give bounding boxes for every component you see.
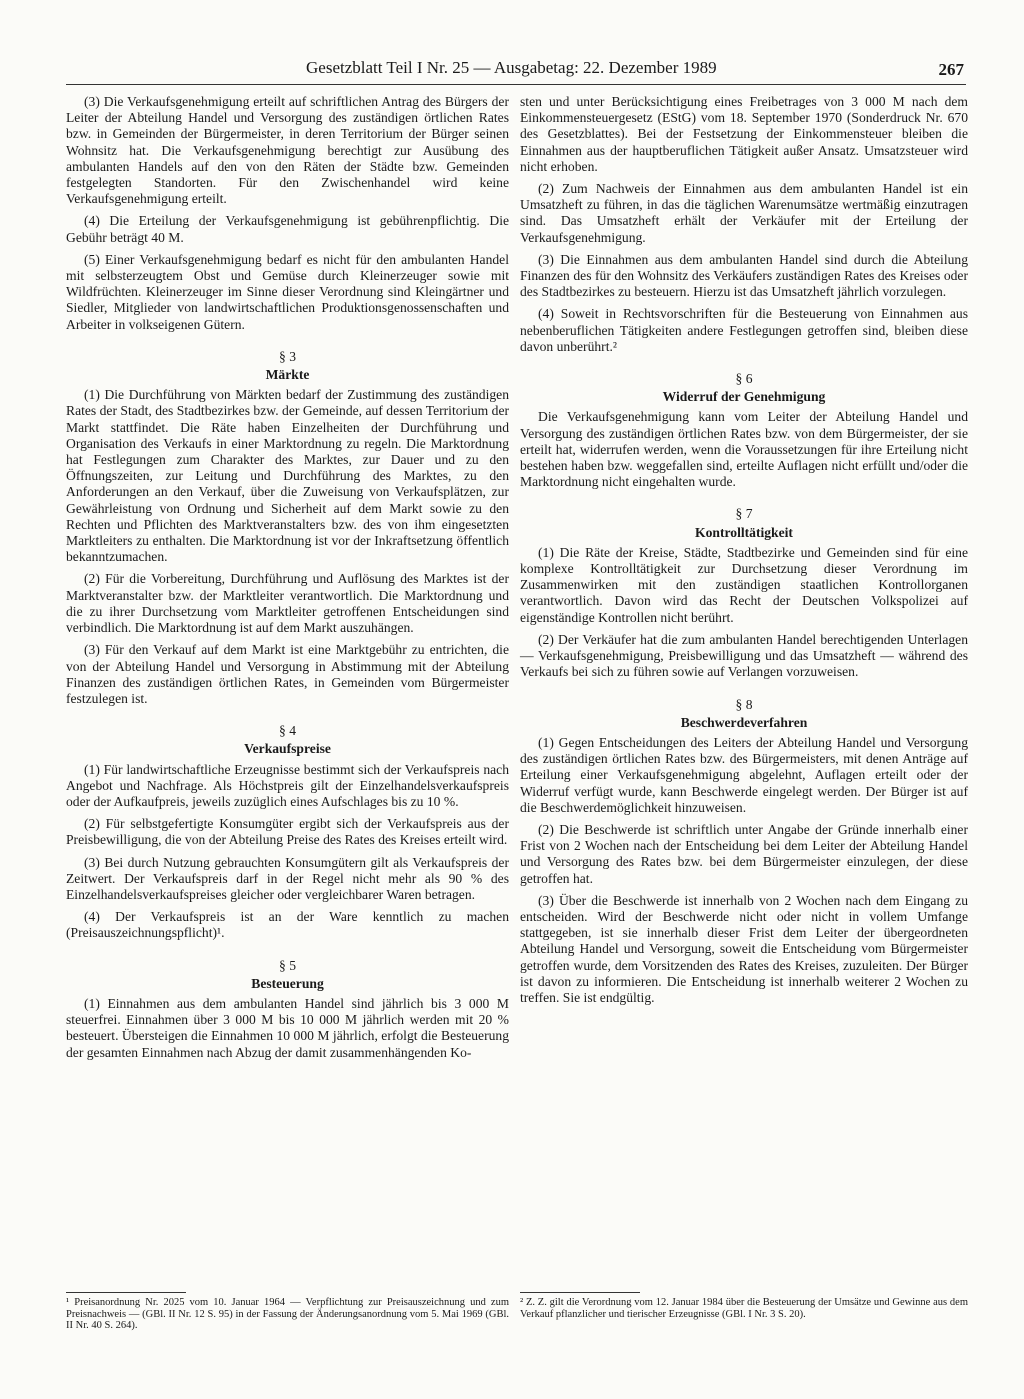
paragraph-s5-1-continued: sten und unter Berücksichtigung eines Freibetrages von 3 000 M nach dem Einkommensteuergesetz (EStG) vom 18. September 1970 (Sonderdruck Nr. 670 des Gesetzblattes). Bei der Festsetzung der Einkommensteuer bleiben die Einnahmen aus der hauptberuflichen Tätigkeit außer Ansatz. Umsatzsteuer wird nicht erhoben. — [520, 94, 968, 174]
header-title: Gesetzblatt Teil I Nr. 25 — Ausgabetag: 22. Dezember 1989 — [306, 58, 717, 77]
paragraph-s4-1: (1) Für landwirtschaftliche Erzeugnisse bestimmt sich der Verkaufspreis nach Angebot und Nachfrage. Als Höchstpreis gilt der Einzelhandelsverkaufspreis oder der Aufkaufpreis, jeweils zuzüglich eines Aufschlages bis zu 10 %. — [66, 761, 509, 809]
right-column — [520, 94, 968, 1012]
paragraph-s2-5: (5) Einer Verkaufsgenehmigung bedarf es nicht für den ambulanten Handel mit selbsterzeugtem Obst und Gemüse durch Kleinerzeuger sowie mit Wildfrüchten. Kleinerzeuger im Sinne dieser Verordnung sind Kleingärtner und Siedler, Mitglieder von landwirtschaftlichen Produktionsgenossenschaften und Arbeiter in volkseigenen Gütern. — [66, 251, 509, 332]
paragraph-s5-4: (4) Soweit in Rechtsvorschriften für die Besteuerung von Einnahmen aus nebenberuflichen Tätigkeiten andere Festlegungen getroffen sind, bleiben diese davon unberührt.² — [520, 306, 968, 354]
header-rule — [66, 84, 966, 85]
paragraph-s8-3: (3) Über die Beschwerde ist innerhalb von 2 Wochen nach dem Eingang zu entscheiden. Wird der Beschwerde nicht oder nicht in vollem Umfange stattgegeben, ist sie innerhalb dieser Frist dem Leiter der übergeordneten Abteilung Handel und Versorgung, soweit die Entscheidung vom Bürgermeister getroffen wurde, dem Vorsitzenden des Rates des Kreises, zuzuleiten. Der Bürger ist davon zu informieren. Die Entscheidung ist innerhalb weiterer 2 Wochen zu treffen. Sie ist endgültig. — [520, 892, 968, 1005]
footnote-1: ¹ Preisanordnung Nr. 2025 vom 10. Januar 1964 — Verpflichtung zur Preisauszeichnung und zum Preisnachweis — (GBl. II Nr. 12 S. 95) in der Fassung der Änderungsanordnung vom 5. Mai 1969 (GBl. II Nr. 40 S. 264). — [66, 1297, 509, 1331]
section-8-number: § 8 — [735, 696, 753, 712]
section-4-number: § 4 — [279, 723, 296, 739]
section-7-title: Kontrolltätigkeit — [695, 524, 793, 540]
section-6-number: § 6 — [735, 371, 753, 387]
left-column — [66, 94, 509, 1067]
paragraph-s4-4: (4) Der Verkaufspreis ist an der Ware kenntlich zu machen (Preisauszeichnungspflicht)¹. — [66, 909, 509, 941]
footnote-left — [66, 1292, 509, 1332]
paragraph-s3-1: (1) Die Durchführung von Märkten bedarf der Zustimmung des zuständigen Rates der Stadt, des Stadtbezirkes bzw. der Gemeinde, auf dessen Territorium der Markt stattfindet. Die Räte haben Einzelheiten der Durchführung und Organisation des Verkaufs in einer Marktordnung zu regeln. Die Marktordnung hat Festlegungen zum Charakter des Marktes, zur Dauer und zu den Öffnungszeiten, zur Leitung und Durchführung des Marktes, zu den Anforderungen an den Verkauf, über die Zuweisung von Verkaufsplätzen, zur Gewährleistung von Ordnung und Sicherheit auf dem Markt sowie zu den Rechten und Pflichten des Marktveranstalters bzw. des von ihm eingesetzten Marktleiters zu enthalten. Die Marktordnung ist vor der Inkraftsetzung öffentlich bekanntzumachen. — [66, 387, 509, 565]
footnote-2: ² Z. Z. gilt die Verordnung vom 12. Januar 1984 über die Besteuerung der Umsätze und Gewinne aus dem Verkauf pflanzlicher und tierischer Erzeugnisse (GBl. I Nr. 3 S. 20). — [520, 1297, 968, 1320]
footnote-right — [520, 1292, 968, 1320]
paragraph-s5-1: (1) Einnahmen aus dem ambulanten Handel sind jährlich bis 3 000 M steuerfrei. Einnahmen über 3 000 M bis 10 000 M jährlich werden mit 20 % besteuert. Übersteigen die Einnahmen 10 000 M jährlich, erfolgt die Besteuerung der gesamten Einnahmen nach Abzug der damit zusammenhängenden Ko- — [66, 995, 509, 1060]
paragraph-s5-2: (2) Zum Nachweis der Einnahmen aus dem ambulanten Handel ist ein Umsatzheft zu führen, in das die täglichen Warenumsätze wertmäßig einzutragen sind. Das Umsatzheft erhält der Verkäufer mit der Erteilung der Verkaufsgenehmigung. — [520, 181, 968, 245]
paragraph-s3-3: (3) Für den Verkauf auf dem Markt ist eine Marktgebühr zu entrichten, die von der Abteilung Handel und Versorgung in Abstimmung mit der Abteilung Finanzen des zuständigen örtlichen Rates, in Gemeinden vom Bürgermeister festzulegen ist. — [66, 642, 509, 706]
paragraph-s4-2: (2) Für selbstgefertigte Konsumgüter ergibt sich der Verkaufspreis aus der Preisbewilligung, die von der Abteilung Preise des Rates des Kreises erteilt wird. — [66, 816, 509, 848]
paragraph-s7-2: (2) Der Verkäufer hat die zum ambulanten Handel berechtigenden Unterlagen — Verkaufsgenehmigung, Preisbewilligung und das Umsatzheft — während des Verkaufs bei sich zu führen sowie auf Verlangen vorzuweisen. — [520, 631, 968, 680]
section-3-number: § 3 — [279, 348, 296, 364]
paragraph-s8-1: (1) Gegen Entscheidungen des Leiters der Abteilung Handel und Versorgung des zuständigen örtlichen Rates bzw. des Bürgermeisters, mit denen Anträge auf Erteilung einer Verkaufsgenehmigung abgelehnt, Auflagen erteilt oder der Widerruf verfügt wurde, kann Beschwerde eingelegt werden. Der Bürger ist auf die Beschwerdemöglichkeit hinzuweisen. — [520, 734, 968, 815]
paragraph-s3-2: (2) Für die Vorbereitung, Durchführung und Auflösung des Marktes ist der Marktveranstalter bzw. der Marktleiter verantwortlich. Die Marktordnung und die zu ihrer Durchsetzung vom Marktleiter getroffenen Entscheidungen sind verbindlich. Die Marktordnung ist auf dem Markt auszuhängen. — [66, 571, 509, 636]
paragraph-s6: Die Verkaufsgenehmigung kann vom Leiter der Abteilung Handel und Versorgung des zuständigen örtlichen Rates bzw. von dem Bürgermeister, der sie erteilt hat, widerrufen werden, wenn die Voraussetzungen für ihre Erteilung nicht bestehen haben bzw. weggefallen sind, erteilte Auflagen nicht erfüllt und/oder die Marktordnung nicht eingehalten wurde. — [520, 409, 968, 490]
paragraph-s8-2: (2) Die Beschwerde ist schriftlich unter Angabe der Gründe innerhalb einer Frist von 2 Wochen nach der Entscheidung bei dem Leiter der Abteilung Handel und Versorgung des Rates bzw. bei dem Bürgermeister einzulegen, der diese getroffen hat. — [520, 821, 968, 886]
paragraph-s5-3: (3) Die Einnahmen aus dem ambulanten Handel sind durch die Abteilung Finanzen des für den Wohnsitz des Verkäufers zuständigen Rates des Kreises oder des Stadtbezirkes zu besteuern. Hierzu ist das Umsatzheft jährlich vorzulegen. — [520, 251, 968, 300]
page-header — [66, 56, 966, 86]
section-5-number: § 5 — [279, 957, 296, 973]
footnote-rule — [520, 1292, 640, 1293]
section-4-title: Verkaufspreise — [244, 741, 331, 757]
section-6-title: Widerruf der Genehmigung — [662, 389, 826, 405]
section-8-title: Beschwerdeverfahren — [680, 714, 808, 730]
paragraph-s7-1: (1) Die Räte der Kreise, Städte, Stadtbezirke und Gemeinden sind für eine komplexe Kontrolltätigkeit zur Durchsetzung dieser Verordnung im Zusammenwirken mit den zuständigen staatlichen Kontrollorganen verantwortlich. Davon wird das Recht der Deutschen Volkspolizei auf eigenständige Kontrollen nicht berührt. — [520, 544, 968, 625]
paragraph-s2-3: (3) Die Verkaufsgenehmigung erteilt auf schriftlichen Antrag des Bürgers der Leiter der Abteilung Handel und Versorgung des zuständigen örtlichen Rates bzw. in Gemeinden der Bürgermeister, in deren Territorium der Bürger seinen Wohnsitz hat. Die Verkaufsgenehmigung berechtigt zur Ausübung des ambulanten Handels auf den von den Räten der Städte bzw. Gemeinden festgelegten Standorten. Für den Zwischenhandel wird keine Verkaufsgenehmigung erteilt. — [66, 94, 509, 207]
section-5-title: Besteuerung — [251, 975, 324, 991]
footnote-rule — [66, 1292, 186, 1293]
page-number: 267 — [938, 60, 964, 79]
section-3-title: Märkte — [265, 367, 310, 383]
paragraph-s2-4: (4) Die Erteilung der Verkaufsgenehmigung ist gebührenpflichtig. Die Gebühr beträgt 40 M. — [66, 213, 509, 245]
section-7-number: § 7 — [735, 506, 753, 522]
paragraph-s4-3: (3) Bei durch Nutzung gebrauchten Konsumgütern gilt als Verkaufspreis der Zeitwert. Der Verkaufspreis darf in der Regel nicht mehr als 90 % des Einzelhandelsverkaufspreises gleicher oder vergleichbarer Waren betragen. — [66, 854, 509, 902]
